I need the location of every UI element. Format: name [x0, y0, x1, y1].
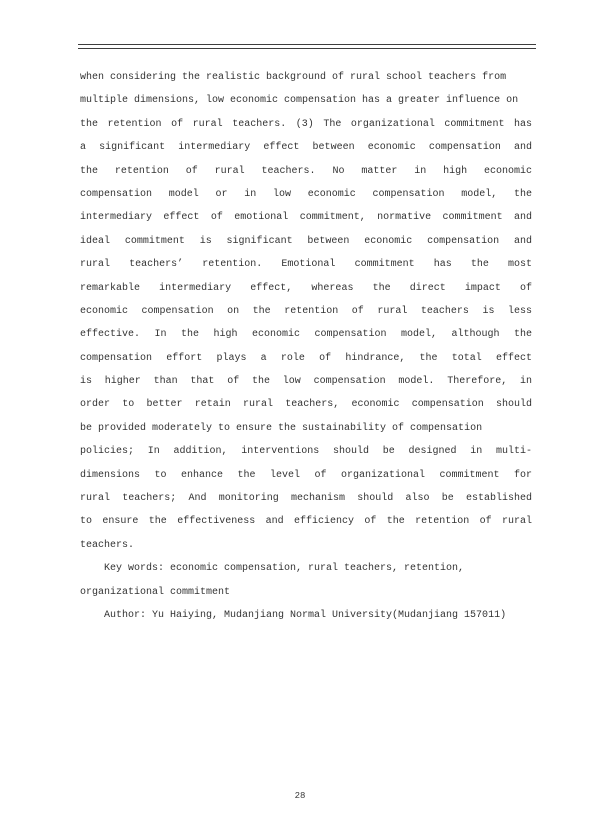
text-line: is higher than that of the low compensation model. Therefore, in: [80, 376, 532, 388]
text-line: the retention of rural teachers. (3) The organizational commitment has: [80, 118, 532, 130]
text-line: to ensure the effectiveness and efficiency of the retention of rural: [80, 516, 532, 528]
text-line: policies; In addition, interventions should be designed in multi-: [80, 446, 532, 458]
header-double-rule: [78, 44, 536, 49]
text-line: economic compensation on the retention of rural teachers is less: [80, 305, 532, 317]
text-line: rural teachers; And monitoring mechanism should also be established: [80, 493, 532, 505]
text-line: remarkable intermediary effect, whereas the direct impact of: [80, 282, 532, 294]
abstract-text-block: [80, 66, 532, 627]
page-number: 28: [294, 791, 306, 801]
text-line: ideal commitment is significant between economic compensation and: [80, 235, 532, 247]
text-line: effective. In the high economic compensation model, although the: [80, 329, 532, 341]
text-line: compensation effort plays a role of hindrance, the total effect: [80, 352, 532, 364]
text-line: rural teachers’ retention. Emotional commitment has the most: [80, 259, 532, 271]
text-line: dimensions to enhance the level of organizational commitment for: [80, 469, 532, 481]
keywords-line: Key words: economic compensation, rural teachers, retention,: [104, 563, 465, 575]
keywords-line-continued: organizational commitment: [80, 586, 231, 598]
author-line: Author: Yu Haiying, Mudanjiang Normal University(Mudanjiang 157011): [104, 609, 507, 621]
text-line: teachers.: [80, 539, 135, 551]
text-line: be provided moderately to ensure the sustainability of compensation: [80, 422, 483, 434]
text-line: order to better retain rural teachers, economic compensation should: [80, 399, 532, 411]
text-line: a significant intermediary effect between economic compensation and: [80, 142, 532, 154]
text-line: compensation model or in low economic compensation model, the: [80, 188, 532, 200]
text-line: intermediary effect of emotional commitment, normative commitment and: [80, 212, 532, 224]
text-line: multiple dimensions, low economic compensation has a greater influence on: [80, 95, 519, 107]
page-footer: [0, 791, 600, 801]
text-line: when considering the realistic background of rural school teachers from: [80, 72, 507, 83]
text-line: the retention of rural teachers. No matter in high economic: [80, 165, 532, 177]
